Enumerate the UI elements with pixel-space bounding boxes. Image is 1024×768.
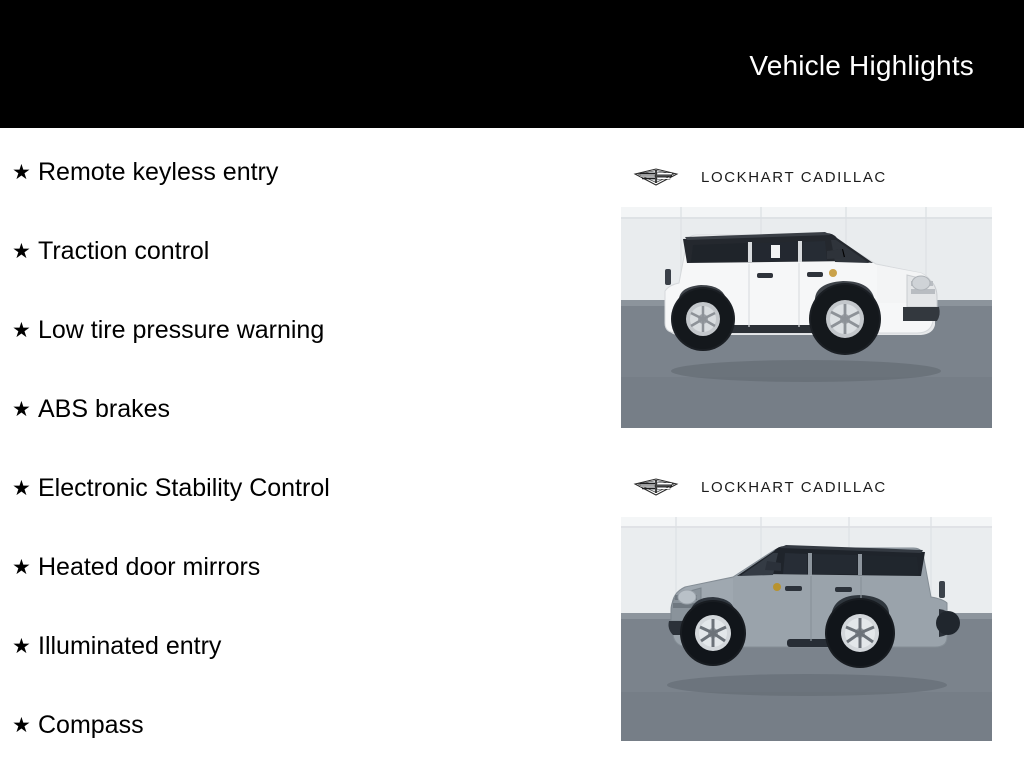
list-item-label: Electronic Stability Control	[38, 473, 330, 502]
dealer-name-label: LOCKHART CADILLAC	[701, 478, 887, 496]
cadillac-crest-icon	[633, 167, 679, 187]
list-item-label: Heated door mirrors	[38, 552, 261, 581]
list-item-label: Compass	[38, 710, 144, 739]
vehicle-card	[621, 160, 992, 428]
list-item-label: Illuminated entry	[38, 631, 222, 660]
list-item	[12, 155, 278, 189]
vehicle-photo[interactable]	[621, 207, 992, 428]
vehicle-photo-image	[621, 207, 992, 428]
star-bullet-icon: ★	[12, 712, 31, 737]
list-item	[12, 392, 170, 426]
star-bullet-icon: ★	[12, 396, 31, 421]
vehicle-photo-image	[621, 517, 992, 741]
star-bullet-icon: ★	[12, 159, 31, 184]
dealer-brand	[621, 470, 992, 504]
page-title: Vehicle Highlights	[749, 50, 974, 81]
star-bullet-icon: ★	[12, 633, 31, 658]
star-bullet-icon: ★	[12, 475, 31, 500]
list-item-label: ABS brakes	[38, 394, 171, 423]
list-item	[12, 234, 209, 268]
dealer-brand	[621, 160, 992, 194]
list-item	[12, 629, 221, 663]
list-item	[12, 313, 324, 347]
list-item-label: Remote keyless entry	[38, 157, 279, 186]
star-bullet-icon: ★	[12, 238, 31, 263]
star-bullet-icon: ★	[12, 554, 31, 579]
list-item	[12, 471, 330, 505]
list-item-label: Low tire pressure warning	[38, 315, 325, 344]
vehicle-highlights-list	[0, 128, 600, 768]
list-item-label: Traction control	[38, 236, 210, 265]
list-item	[12, 550, 260, 584]
star-bullet-icon: ★	[12, 317, 31, 342]
vehicle-photo[interactable]	[621, 517, 992, 741]
header-bar	[0, 0, 1024, 128]
cadillac-crest-icon	[633, 477, 679, 497]
list-item	[12, 708, 144, 742]
dealer-name-label: LOCKHART CADILLAC	[701, 168, 887, 186]
vehicle-card	[621, 470, 992, 741]
